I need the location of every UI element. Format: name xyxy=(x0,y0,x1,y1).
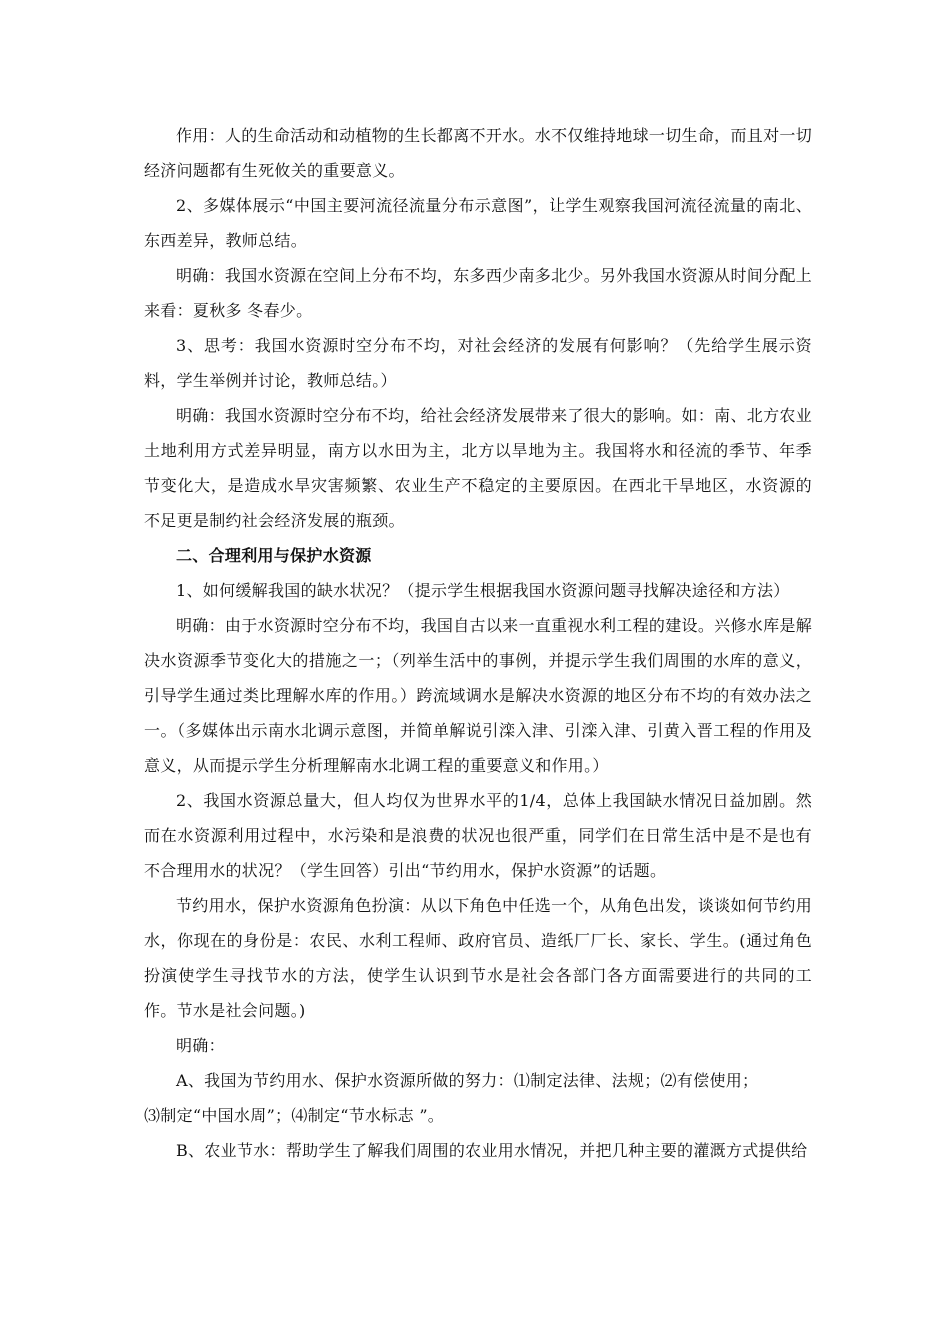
paragraph-efforts-continued: ⑶制定“中国水周”；⑷制定“节水标志 ”。 xyxy=(144,1106,445,1125)
paragraph-water-projects: 明确：由于水资源时空分布不均，我国自古以来一直重视水利工程的建设。兴修水库是解决水资源季节变化大的措施之一；（列举生活中的事例，并提示学生我们周围的水库的意义，引导学生通过类比理解水库的作用。）跨流域调水是解决水资源的地区分布不均的有效办法之一。（多媒体出示南水北调示意图，并简单解说引滦入津、引滦入津、引黄入晋工程的作用及意义，从而提示学生分析理解南水北调工程的重要意义和作用。） xyxy=(144,616,812,775)
document-body xyxy=(144,118,812,1168)
paragraph-impact-answer: 明确：我国水资源时空分布不均，给社会经济发展带来了很大的影响。如：南、北方农业土地利用方式差异明显，南方以水田为主，北方以旱地为主。我国将水和径流的季节、年季节变化大，是造成水旱灾害频繁、农业生产不稳定的主要原因。在西北干旱地区，水资源的不足更是制约社会经济发展的瓶颈。 xyxy=(144,406,812,530)
paragraph-efforts-a: A、我国为节约用水、保护水资源所做的努力：⑴制定法律、法规；⑵有偿使用； xyxy=(176,1071,759,1090)
paragraph-clarify-label: 明确： xyxy=(176,1036,225,1055)
paragraph-spatial-distribution: 明确：我国水资源在空间上分布不均，东多西少南多北少。另外我国水资源从时间分配上来看：夏秋多 冬春少。 xyxy=(144,266,812,320)
paragraph-role-play: 节约用水，保护水资源角色扮演：从以下角色中任选一个，从角色出发，谈谈如何节约用水，你现在的身份是：农民、水利工程师、政府官员、造纸厂厂长、家长、学生。(通过角色扮演使学生寻找节水的方法，使学生认识到节水是社会各部门各方面需要进行的共同的工作。节水是社会问题。) xyxy=(144,896,812,1020)
paragraph-agriculture-b: B、农业节水：帮助学生了解我们周围的农业用水情况，并把几种主要的灌溉方式提供给 xyxy=(176,1141,808,1160)
paragraph-runoff-map: 2、多媒体展示“中国主要河流径流量分布示意图”，让学生观察我国河流径流量的南北、东西差异，教师总结。 xyxy=(144,196,812,250)
paragraph-shortage-question: 1、如何缓解我国的缺水状况？（提示学生根据我国水资源问题寻找解决途径和方法） xyxy=(176,581,790,600)
paragraph-water-function: 作用：人的生命活动和动植物的生长都离不开水。水不仅维持地球一切生命，而且对一切经济问题都有生死攸关的重要意义。 xyxy=(144,126,812,180)
section-heading: 二、合理利用与保护水资源 xyxy=(176,546,372,565)
paragraph-think-question: 3、思考：我国水资源时空分布不均，对社会经济的发展有何影响？（先给学生展示资料，学生举例并讨论，教师总结。） xyxy=(144,336,812,390)
paragraph-per-capita: 2、我国水资源总量大，但人均仅为世界水平的1/4，总体上我国缺水情况日益加剧。然而在水资源利用过程中，水污染和是浪费的状况也很严重，同学们在日常生活中是不是也有不合理用水的状况？（学生回答）引出“节约用水，保护水资源”的话题。 xyxy=(144,791,812,880)
